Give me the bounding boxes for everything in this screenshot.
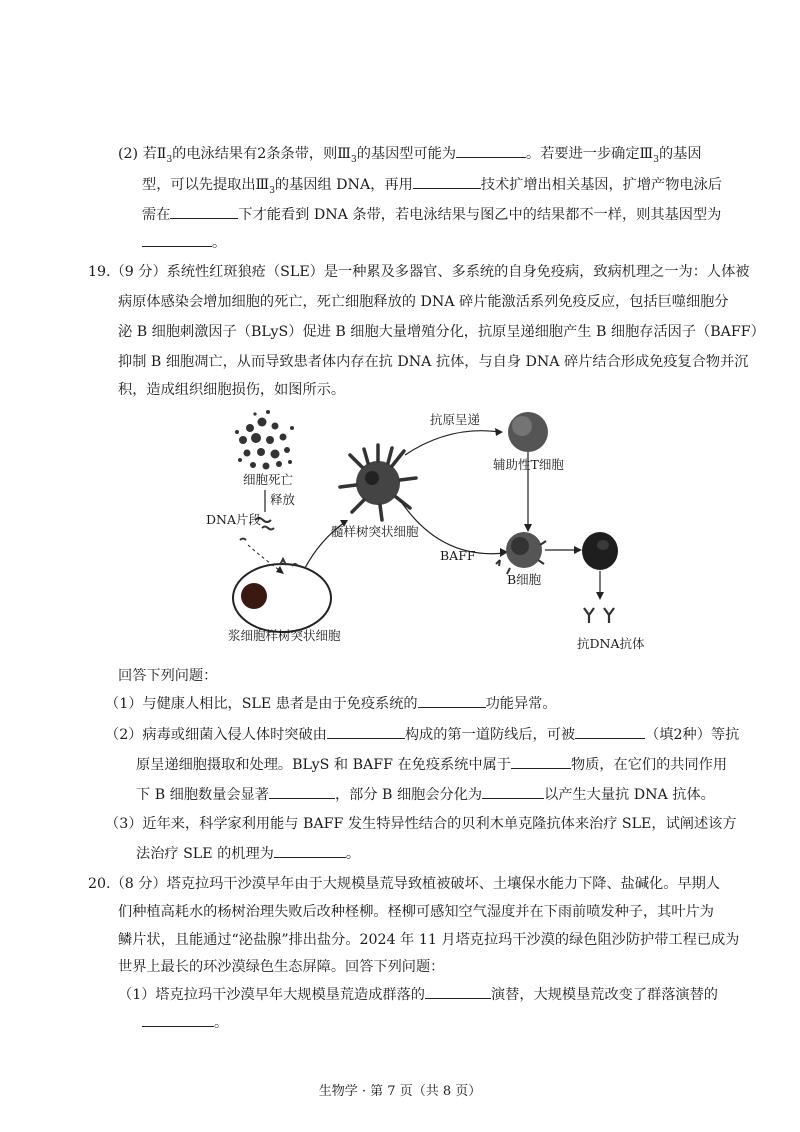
subscript: 3 [166, 154, 173, 165]
label-cell-death: 细胞死亡 [243, 472, 294, 487]
arrow [248, 545, 282, 572]
text: 。 [212, 235, 227, 251]
answer-blank[interactable] [418, 693, 486, 708]
text: （填2种）等抗 [645, 727, 740, 743]
arrowhead [276, 566, 284, 574]
label-anti-dna-antibody: 抗DNA抗体 [577, 636, 645, 651]
nucleus-icon [241, 583, 267, 609]
subscript: 3 [269, 185, 275, 196]
dying-cell-icon [235, 410, 294, 470]
text: 演替，大规模垦荒改变了群落演替的 [490, 987, 718, 1003]
text: ，部分 B 细胞会分化为 [334, 787, 483, 803]
q20-sub1-line2 [142, 1012, 228, 1033]
text: 构成的第一道防线后，可被 [404, 727, 576, 743]
answer-blank[interactable] [269, 784, 335, 799]
text: （2）病毒或细菌入侵人体时突破由 [105, 727, 327, 743]
page-footer: 生物学 · 第 7 页（共 8 页） [318, 1084, 482, 1099]
arrowhead [495, 428, 503, 436]
arrowhead [596, 592, 604, 600]
answer-blank[interactable] [142, 1012, 214, 1027]
label-baff: BAFF [440, 548, 476, 563]
answer-blank[interactable] [575, 724, 645, 739]
text: （1）塔克拉玛干沙漠早年大规模垦荒造成群落的 [118, 987, 425, 1003]
q20-sub1 [118, 984, 718, 1005]
text: 下 B 细胞数量会显著 [136, 787, 269, 803]
text: 功能异常。 [485, 696, 557, 712]
label-helper-t: 辅助性T细胞 [493, 457, 564, 472]
text: 技术扩增出相关基因，扩增产物电泳后 [480, 177, 722, 193]
q19-line3: 泌 B 细胞刺激因子（BLyS）促进 B 细胞大量增殖分化，抗原呈递细胞产生 B 细胞存活因子（BAFF） [118, 324, 765, 340]
text: 的基因 [658, 146, 702, 162]
label-dna-fragment: DNA片段 [206, 512, 261, 527]
antibody-icon [584, 608, 614, 623]
subscript: 3 [653, 154, 659, 165]
arrowhead [524, 524, 532, 532]
q20-line2: 们种植高耗水的杨树治理失败后改种柽柳。柽柳可感知空气湿度并在下雨前喷发种子，其叶片为 [118, 904, 714, 920]
q19-line2: 病原体感染会增加细胞的死亡，死亡细胞释放的 DNA 碎片能激活系列免疫反应，包括巨噬细胞分 [118, 294, 729, 310]
question-number: 20. [88, 876, 111, 892]
text: 。若要进一步确定Ⅲ [526, 146, 654, 162]
text: 法治疗 SLE 的机理为 [136, 846, 274, 862]
answer-blank[interactable] [425, 984, 491, 999]
q20-line1 [88, 874, 720, 894]
text: 的基因型可能为 [356, 146, 457, 162]
text: 物质，在它们的共同作用 [570, 757, 728, 773]
plasma-cell-icon [582, 532, 618, 570]
label-plasmacytoid-dc: 浆细胞样树突状细胞 [228, 628, 341, 643]
answer-blank[interactable] [511, 754, 571, 769]
q19-line5: 积，造成组织细胞损伤，如图所示。 [118, 382, 346, 398]
q19-sub2-line3 [136, 784, 715, 805]
answer-blank[interactable] [274, 843, 346, 858]
q19-sub2-line1 [105, 724, 739, 745]
label-antigen-presentation: 抗原呈递 [430, 412, 481, 427]
q19-sub3-line1: （3）近年来，科学家利用能与 BAFF 发生特异性结合的贝利木单克隆抗体来治疗 SLE，试阐述该方 [105, 816, 737, 832]
text: （9 分）系统性红斑狼疮（SLE）是一种累及多器官、多系统的自身免疫病，致病机理之一为：人体被 [110, 264, 750, 280]
text: 原呈递细胞摄取和处理。BLyS 和 BAFF 在免疫系统中属于 [136, 757, 511, 773]
question-number: 19. [88, 264, 111, 280]
answer-blank[interactable] [327, 724, 405, 739]
text: 型，可以先提取出Ⅲ [142, 177, 270, 193]
q20-line4: 世界上最长的环沙漠绿色生态屏障。回答下列问题： [118, 959, 445, 975]
text: 的基因组 DNA，再用 [274, 177, 413, 193]
label-b-cell: B细胞 [507, 572, 542, 587]
text: 。 [345, 846, 361, 862]
text: （1）与健康人相比，SLE 患者是由于免疫系统的 [105, 696, 418, 712]
text: (2) 若Ⅱ [118, 146, 167, 162]
text: 以产生大量抗 DNA 抗体。 [544, 787, 715, 803]
q19-line4: 抑制 B 细胞凋亡，从而导致患者体内存在抗 DNA 抗体，与自身 DNA 碎片结合形成免疫复合物并沉 [118, 354, 749, 370]
myeloid-dc-cell-icon [340, 445, 416, 520]
arrowhead [574, 546, 582, 554]
label-myeloid-dc: 髓样树突状细胞 [331, 524, 419, 539]
q19-sub3-line2 [136, 843, 360, 864]
answer-prompt: 回答下列问题： [118, 668, 218, 684]
subscript: 3 [350, 154, 357, 165]
arrow [405, 431, 500, 455]
answer-blank[interactable] [482, 784, 544, 799]
text: （8 分）塔克拉玛干沙漠早年由于大规模垦荒导致植被破坏、土壤保水能力下降、盐碱化。早期人 [110, 876, 720, 892]
label-release: 释放 [270, 492, 296, 507]
helper-t-cell-icon [508, 412, 548, 452]
text: 。 [214, 1015, 229, 1031]
q20-line3: 鳞片状，且能通过“泌盐腺”排出盐分。2024 年 11 月塔克拉玛干沙漠的绿色阻沙防护带工程已成为 [118, 932, 740, 948]
q19-sub2-line2 [136, 754, 727, 775]
text: 下才能看到 DNA 条带，若电泳结果与图乙中的结果都不一样，则其基因型为 [238, 207, 722, 223]
text: 需在 [142, 207, 171, 223]
q19-sub1 [105, 693, 557, 714]
text: 的电泳结果有2条条带，则Ⅲ [172, 146, 351, 162]
